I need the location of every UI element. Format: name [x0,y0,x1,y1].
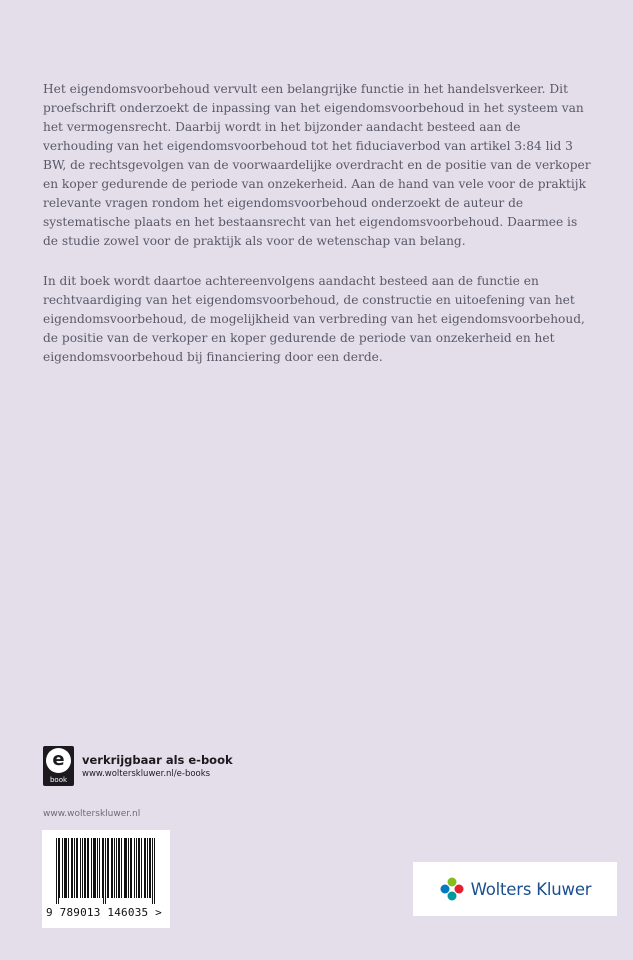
barcode-bar [74,838,75,898]
barcode-bar [144,838,145,898]
publisher-logo-box [413,862,617,916]
barcode-bar [136,838,137,898]
barcode-bar [65,838,66,898]
ebook-icon [43,746,74,786]
barcode-bar [88,838,89,898]
barcode-bar [124,838,125,898]
barcode-bar [71,838,72,898]
blurb-paragraph-2: In dit boek wordt daartoe achtereenvolgens aandacht besteed aan de functie en rechtvaardiging van het eigendomsvoorbehoud, de constructie en uitoefening van het eigendomsvoorbehoud, de mogelijkheid van verbreding van het eigendomsvoorbehoud, de positie van de verkoper en koper gedurende de periode van onzekerheid en het eigendomsvoorbehoud bij financiering door een derde. [43,274,585,364]
barcode-bar [103,838,104,904]
barcode-bar [58,838,59,904]
barcode-bar [62,838,63,898]
barcode-bar [114,838,115,898]
barcode-bar [125,838,126,898]
barcode-bar [108,838,109,898]
barcode-bar [130,838,131,898]
ebook-url[interactable]: www.wolterskluwer.nl/e-books [82,768,211,779]
logo-dot-bottom [447,892,456,901]
barcode-bars [56,838,156,904]
barcode-bar [99,838,100,898]
barcode-bar [87,838,88,898]
barcode-bar [76,838,77,898]
barcode-bar [66,838,67,898]
barcode-bar [64,838,65,898]
barcode-bar [105,838,106,904]
barcode-bar [56,838,57,904]
back-cover-blurb [43,80,591,388]
barcode-bar [72,838,73,898]
barcode-bar [116,838,117,898]
barcode-bar [84,838,85,898]
barcode-bar [139,838,140,898]
barcode-bar [118,838,119,898]
barcode-bar [94,838,95,898]
publisher-name: Wolters Kluwer [470,879,592,899]
barcode-bar [80,838,81,898]
barcode-bar [149,838,150,898]
barcode-bar [138,838,139,898]
barcode-bar [102,838,103,898]
ebook-icon-word: book [49,776,68,784]
barcode-bar [152,838,153,904]
barcode-bar [128,838,129,898]
barcode-bar [150,838,151,898]
barcode-bar [131,838,132,898]
ebook-icon-letter: e [46,748,71,773]
barcode-bar [154,838,155,904]
barcode-bar [119,838,120,898]
barcode-bar [107,838,108,898]
barcode-bar [93,838,94,898]
blurb-paragraph-1: Het eigendomsvoorbehoud vervult een belangrijke functie in het handelsverkeer. Dit proefschrift onderzoekt de inpassing van het eigendomsvoorbehoud in het systeem van het vermogensrecht. Daarbij wordt in het bijzonder aandacht besteed aan de verhouding van het eigendomsvoorbehoud tot het fiduciaverbod van artikel 3:84 lid 3 BW, de rechtsgevolgen van de voorwaardelijke overdracht en de positie van de verkoper en koper gedurende de periode van onzekerheid. Aan de hand van vele voor de praktijk relevante vragen rondom het eigendomsvoorbehoud onderzoekt de auteur de systematische plaats en het bestaansrecht van het eigendomsvoorbehoud. Daarmee is de studie zowel voor de praktijk als voor de wetenschap van belang. [43,82,591,248]
logo-dot-top [447,878,456,887]
logo-dot-right [454,885,463,894]
publisher-website[interactable]: www.wolterskluwer.nl [43,809,141,819]
barcode-bar [147,838,148,898]
ebook-availability [43,746,233,786]
barcode-bar [134,838,135,898]
ebook-title: verkrijgbaar als e-book [82,752,233,767]
barcode-bar [82,838,83,898]
barcode-bar [68,838,69,898]
barcode-bar [111,838,112,898]
barcode-bar [85,838,86,898]
wolters-kluwer-logo-icon [439,876,465,902]
barcode-bar [141,838,142,898]
barcode-bar [59,838,60,898]
isbn-digits: 9 789013 146035 > [46,906,162,919]
barcode-bar [145,838,146,898]
logo-dot-center [449,887,454,892]
barcode-bar [95,838,96,898]
barcode-bar [91,838,92,898]
barcode-bar [126,838,127,898]
isbn-barcode [42,830,170,928]
barcode-bar [112,838,113,898]
barcode-bar [77,838,78,898]
barcode-bar [121,838,122,898]
logo-dot-left [440,885,449,894]
barcode-bar [97,838,98,898]
